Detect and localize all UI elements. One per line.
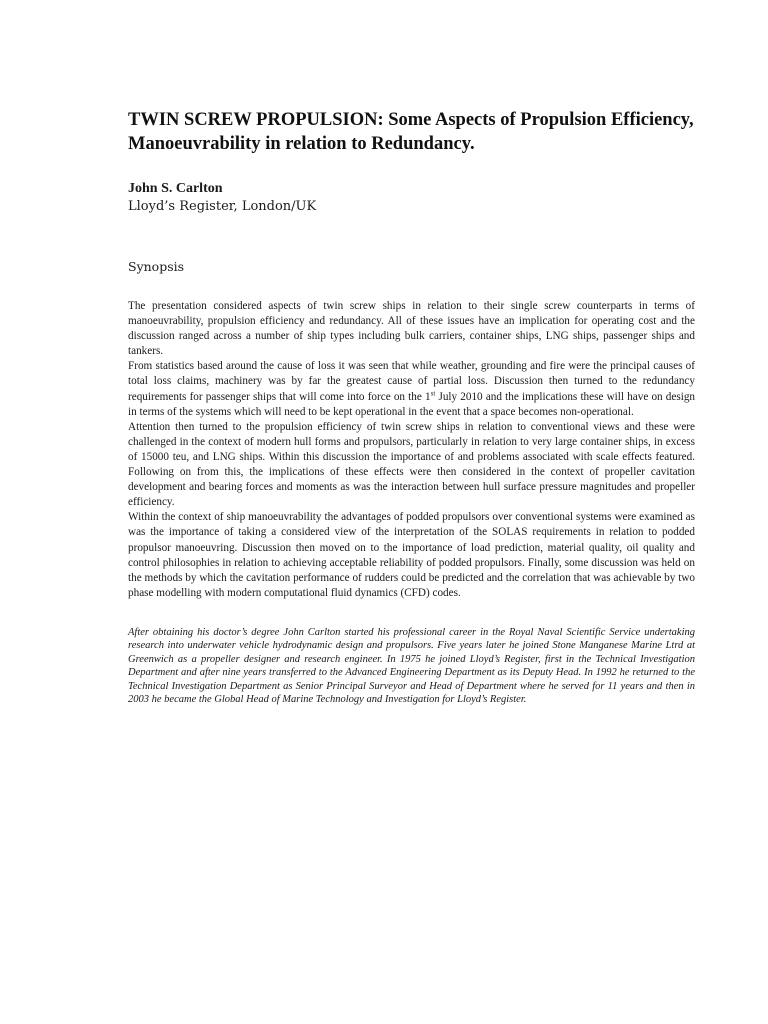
synopsis-paragraph: Attention then turned to the propulsion efficiency of twin screw ships in relation to conventional views and these were challenged in the context of modern hull forms and propulsors, particularly in relation to very large container ships, in excess of 15000 teu, and LNG ships. Within this discussion the importance of and problems associated with scale effects featured. Following on from this, the implications of these effects were then considered in the context of propeller cavitation development and bearing forces and moments as was the interaction between hull surface pressure magnitudes and propeller efficiency. [128, 420, 695, 509]
author-name: John S. Carlton [128, 181, 223, 196]
synopsis-text: July 2010 and the implications these will have on design in terms of the systems which will need to be kept operational in the event that a space becomes non-operational. [128, 390, 696, 418]
author-biography: After obtaining his doctor’s degree John Carlton started his professional career in the Royal Naval Scientific Service undertaking research into underwater vehicle hydrodynamic design and propulsors. Five years later he joined Stone Manganese Marine Ltrd at Greenwich as a propeller designer and research engineer. In 1975 he joined Lloyd’s Register, first in the Technical Investigation Department and after nine years transferred to the Advanced Engineering Department as its Deputy Head. In 1992 he returned to the Technical Investigation Department as Senior Principal Surveyor and Head of Department where he served for 11 years and then in 2003 he became the Global Head of Marine Technology and Investigation for Lloyd’s Register. [128, 626, 695, 705]
document-page [128, 108, 695, 706]
synopsis-heading: Synopsis [128, 259, 185, 274]
author-affiliation: Lloyd’s Register, London/UK [128, 199, 317, 214]
ordinal-superscript: st [430, 388, 436, 397]
synopsis-text: From statistics based around the cause of loss it was seen that while weather, grounding and fire were the principal causes of total loss claims, machinery was by far the greatest cause of partial loss. Discussion then turned to the redundancy requirements for passenger ships that will come into force on the 1 [128, 360, 695, 403]
synopsis-body [128, 299, 695, 601]
synopsis-paragraph: Within the context of ship manoeuvrability the advantages of podded propulsors over conventional systems were examined as was the importance of taking a considered view of the interpretation of the SOLAS requirements in relation to podded propulsor manoeuvring. Discussion then moved on to the importance of load prediction, material quality, oil quality and control philosophies in relation to achieving acceptable reliability of podded propulsors. Finally, some discussion was held on the methods by which the cavitation performance of rudders could be predicted and the correlation that was achievable by two phase modelling with modern computational fluid dynamics (CFD) codes. [128, 511, 695, 599]
synopsis-paragraph [128, 359, 695, 419]
synopsis-paragraph: The presentation considered aspects of twin screw ships in relation to their single screw counterparts in terms of manoeuvrability, propulsion efficiency and redundancy. All of these issues have an implication for operating cost and the discussion ranged across a number of ship types including bulk carriers, container ships, LNG ships, passenger ships and tankers. [128, 300, 695, 358]
paper-title: TWIN SCREW PROPULSION: Some Aspects of Propulsion Efficiency, Manoeuvrability in relation to Redundancy. [128, 110, 694, 154]
